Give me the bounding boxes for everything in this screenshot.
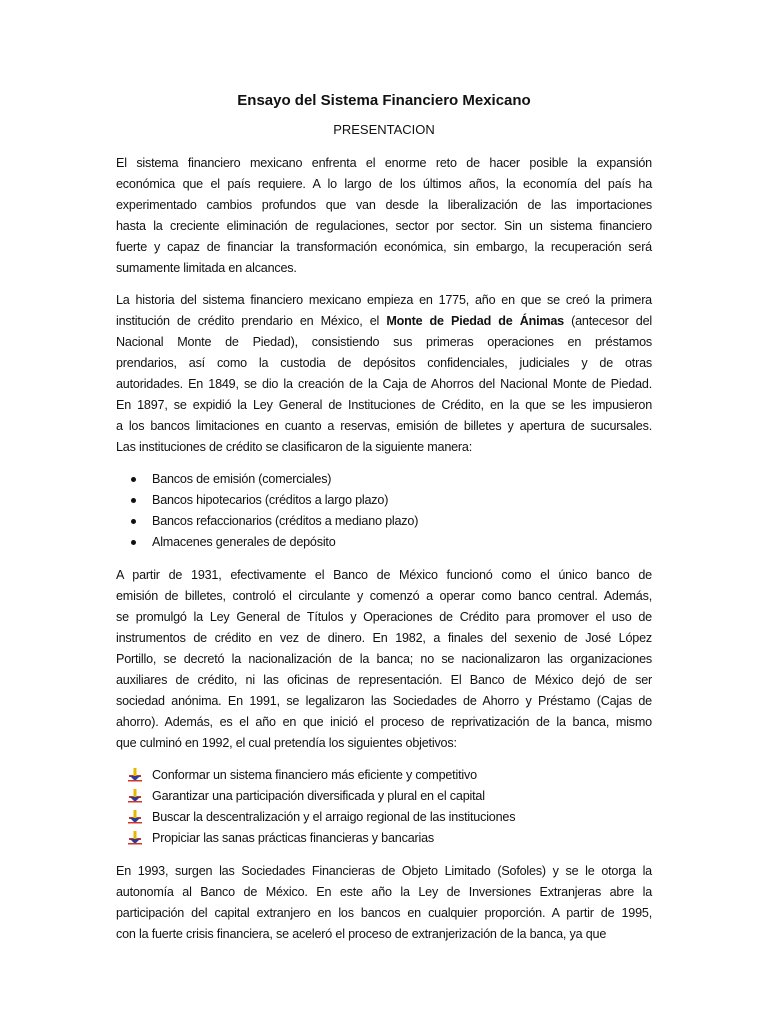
text-line: Las instituciones de crédito se clasificaron de la siguiente manera: — [116, 440, 473, 454]
text-line: A partir de 1931, efectivamente el Banco de México funcionó como el único banco de — [116, 568, 652, 582]
list-item — [116, 511, 652, 532]
text-line: La historia del sistema financiero mexicano empieza en 1775, año en que se creó la primera — [116, 293, 652, 307]
text-line: con la fuerte crisis financiera, se aceleró el proceso de extranjerización de la banca, ya que — [116, 927, 607, 941]
text-line: fuerte y capaz de financiar la transformación económica, sin embargo, la recuperación será — [116, 240, 652, 254]
text-line: auxiliares de crédito, ni las oficinas de representación. El Banco de México dejó de ser — [116, 673, 652, 687]
text-line: sociedad anónima. En 1991, se legalizaron las Sociedades de Ahorro y Préstamo (Cajas de — [116, 694, 652, 708]
text-line: prendarios, así como la custodia de depósitos confidenciales, judiciales y de otras — [116, 356, 652, 370]
arrow-bullet-icon — [128, 810, 142, 824]
bullet-icon — [131, 519, 136, 524]
arrow-bullet-icon — [128, 768, 142, 782]
bullet-icon — [131, 477, 136, 482]
section-heading: PRESENTACION — [333, 122, 435, 137]
text-line: experimentado cambios profundos que van desde la liberalización de las importaciones — [116, 198, 652, 212]
text-line: emisión de billetes, controló el circulante y comenzó a operar como banco central. Además, — [116, 589, 652, 603]
bullet-icon — [131, 498, 136, 503]
bullet-list — [116, 469, 652, 553]
list-item-text: Bancos refaccionarios (créditos a mediano plazo) — [152, 514, 419, 528]
objectives-list — [116, 765, 652, 849]
text-line: sumamente limitada en alcances. — [116, 261, 297, 275]
list-item — [116, 765, 652, 786]
text-line: Nacional Monte de Piedad), consistiendo sus primeras operaciones en préstamos — [116, 335, 652, 349]
list-item-text: Bancos hipotecarios (créditos a largo plazo) — [152, 493, 389, 507]
paragraph-history — [116, 290, 652, 458]
text-line: se promulgó la Ley General de Títulos y Operaciones de Crédito para promover el uso de — [116, 610, 652, 624]
arrow-bullet-icon — [128, 789, 142, 803]
text-line: En 1993, surgen las Sociedades Financieras de Objeto Limitado (Sofoles) y se le otorga la — [116, 864, 652, 878]
list-item — [116, 828, 652, 849]
text-line: En 1897, se expidió la Ley General de Instituciones de Crédito, en la que se les impusieron — [116, 398, 652, 412]
list-item-text: Almacenes generales de depósito — [152, 535, 336, 549]
list-item — [116, 807, 652, 828]
list-item-text: Conformar un sistema financiero más eficiente y competitivo — [152, 768, 477, 782]
text-line — [116, 311, 652, 332]
text-line: económica que el país requiere. A lo largo de los últimos años, la economía del país ha — [116, 177, 652, 191]
list-item — [116, 786, 652, 807]
paragraph-1993 — [116, 861, 652, 945]
text-line: que culminó en 1992, el cual pretendía los siguientes objetivos: — [116, 736, 457, 750]
list-item — [116, 469, 652, 490]
text-segment: (antecesor del — [563, 314, 653, 328]
text-line: autonomía al Banco de México. En este año la Ley de Inversiones Extranjeras abre la — [116, 885, 652, 899]
bullet-icon — [131, 540, 136, 545]
text-line: hasta la creciente eliminación de regulaciones, sector por sector. Sin un sistema financiero — [116, 219, 652, 233]
document-body — [116, 153, 652, 956]
text-line: El sistema financiero mexicano enfrenta el enorme reto de hacer posible la expansión — [116, 156, 652, 170]
list-item-text: Buscar la descentralización y el arraigo regional de las instituciones — [152, 810, 516, 824]
document-title: Ensayo del Sistema Financiero Mexicano — [237, 92, 531, 109]
list-item-text: Garantizar una participación diversificada y plural en el capital — [152, 789, 485, 803]
text-line: participación del capital extranjero en los bancos en cualquier proporción. A partir de 1995, — [116, 906, 652, 920]
bold-term: Monte de Piedad de Ánimas — [386, 314, 564, 328]
paragraph-1931 — [116, 565, 652, 754]
list-item — [116, 532, 652, 553]
text-line: Portillo, se decretó la nacionalización de la banca; no se nacionalizaron las organizaciones — [116, 652, 652, 666]
list-item — [116, 490, 652, 511]
text-line: autoridades. En 1849, se dio la creación de la Caja de Ahorros del Nacional Monte de Piedad. — [116, 377, 652, 391]
text-segment: institución de crédito prendario en México, el — [116, 314, 387, 328]
list-item-text: Bancos de emisión (comerciales) — [152, 472, 332, 486]
text-line: a los bancos limitaciones en cuanto a reservas, emisión de billetes y apertura de sucursales. — [116, 419, 652, 433]
arrow-bullet-icon — [128, 831, 142, 845]
text-line: instrumentos de crédito en vez de dinero. En 1982, a finales del sexenio de José López — [116, 631, 652, 645]
paragraph-intro — [116, 153, 652, 279]
text-line: ahorro). Además, es el año en que inició el proceso de reprivatización de la banca, mismo — [116, 715, 652, 729]
list-item-text: Propiciar las sanas prácticas financieras y bancarias — [152, 831, 434, 845]
